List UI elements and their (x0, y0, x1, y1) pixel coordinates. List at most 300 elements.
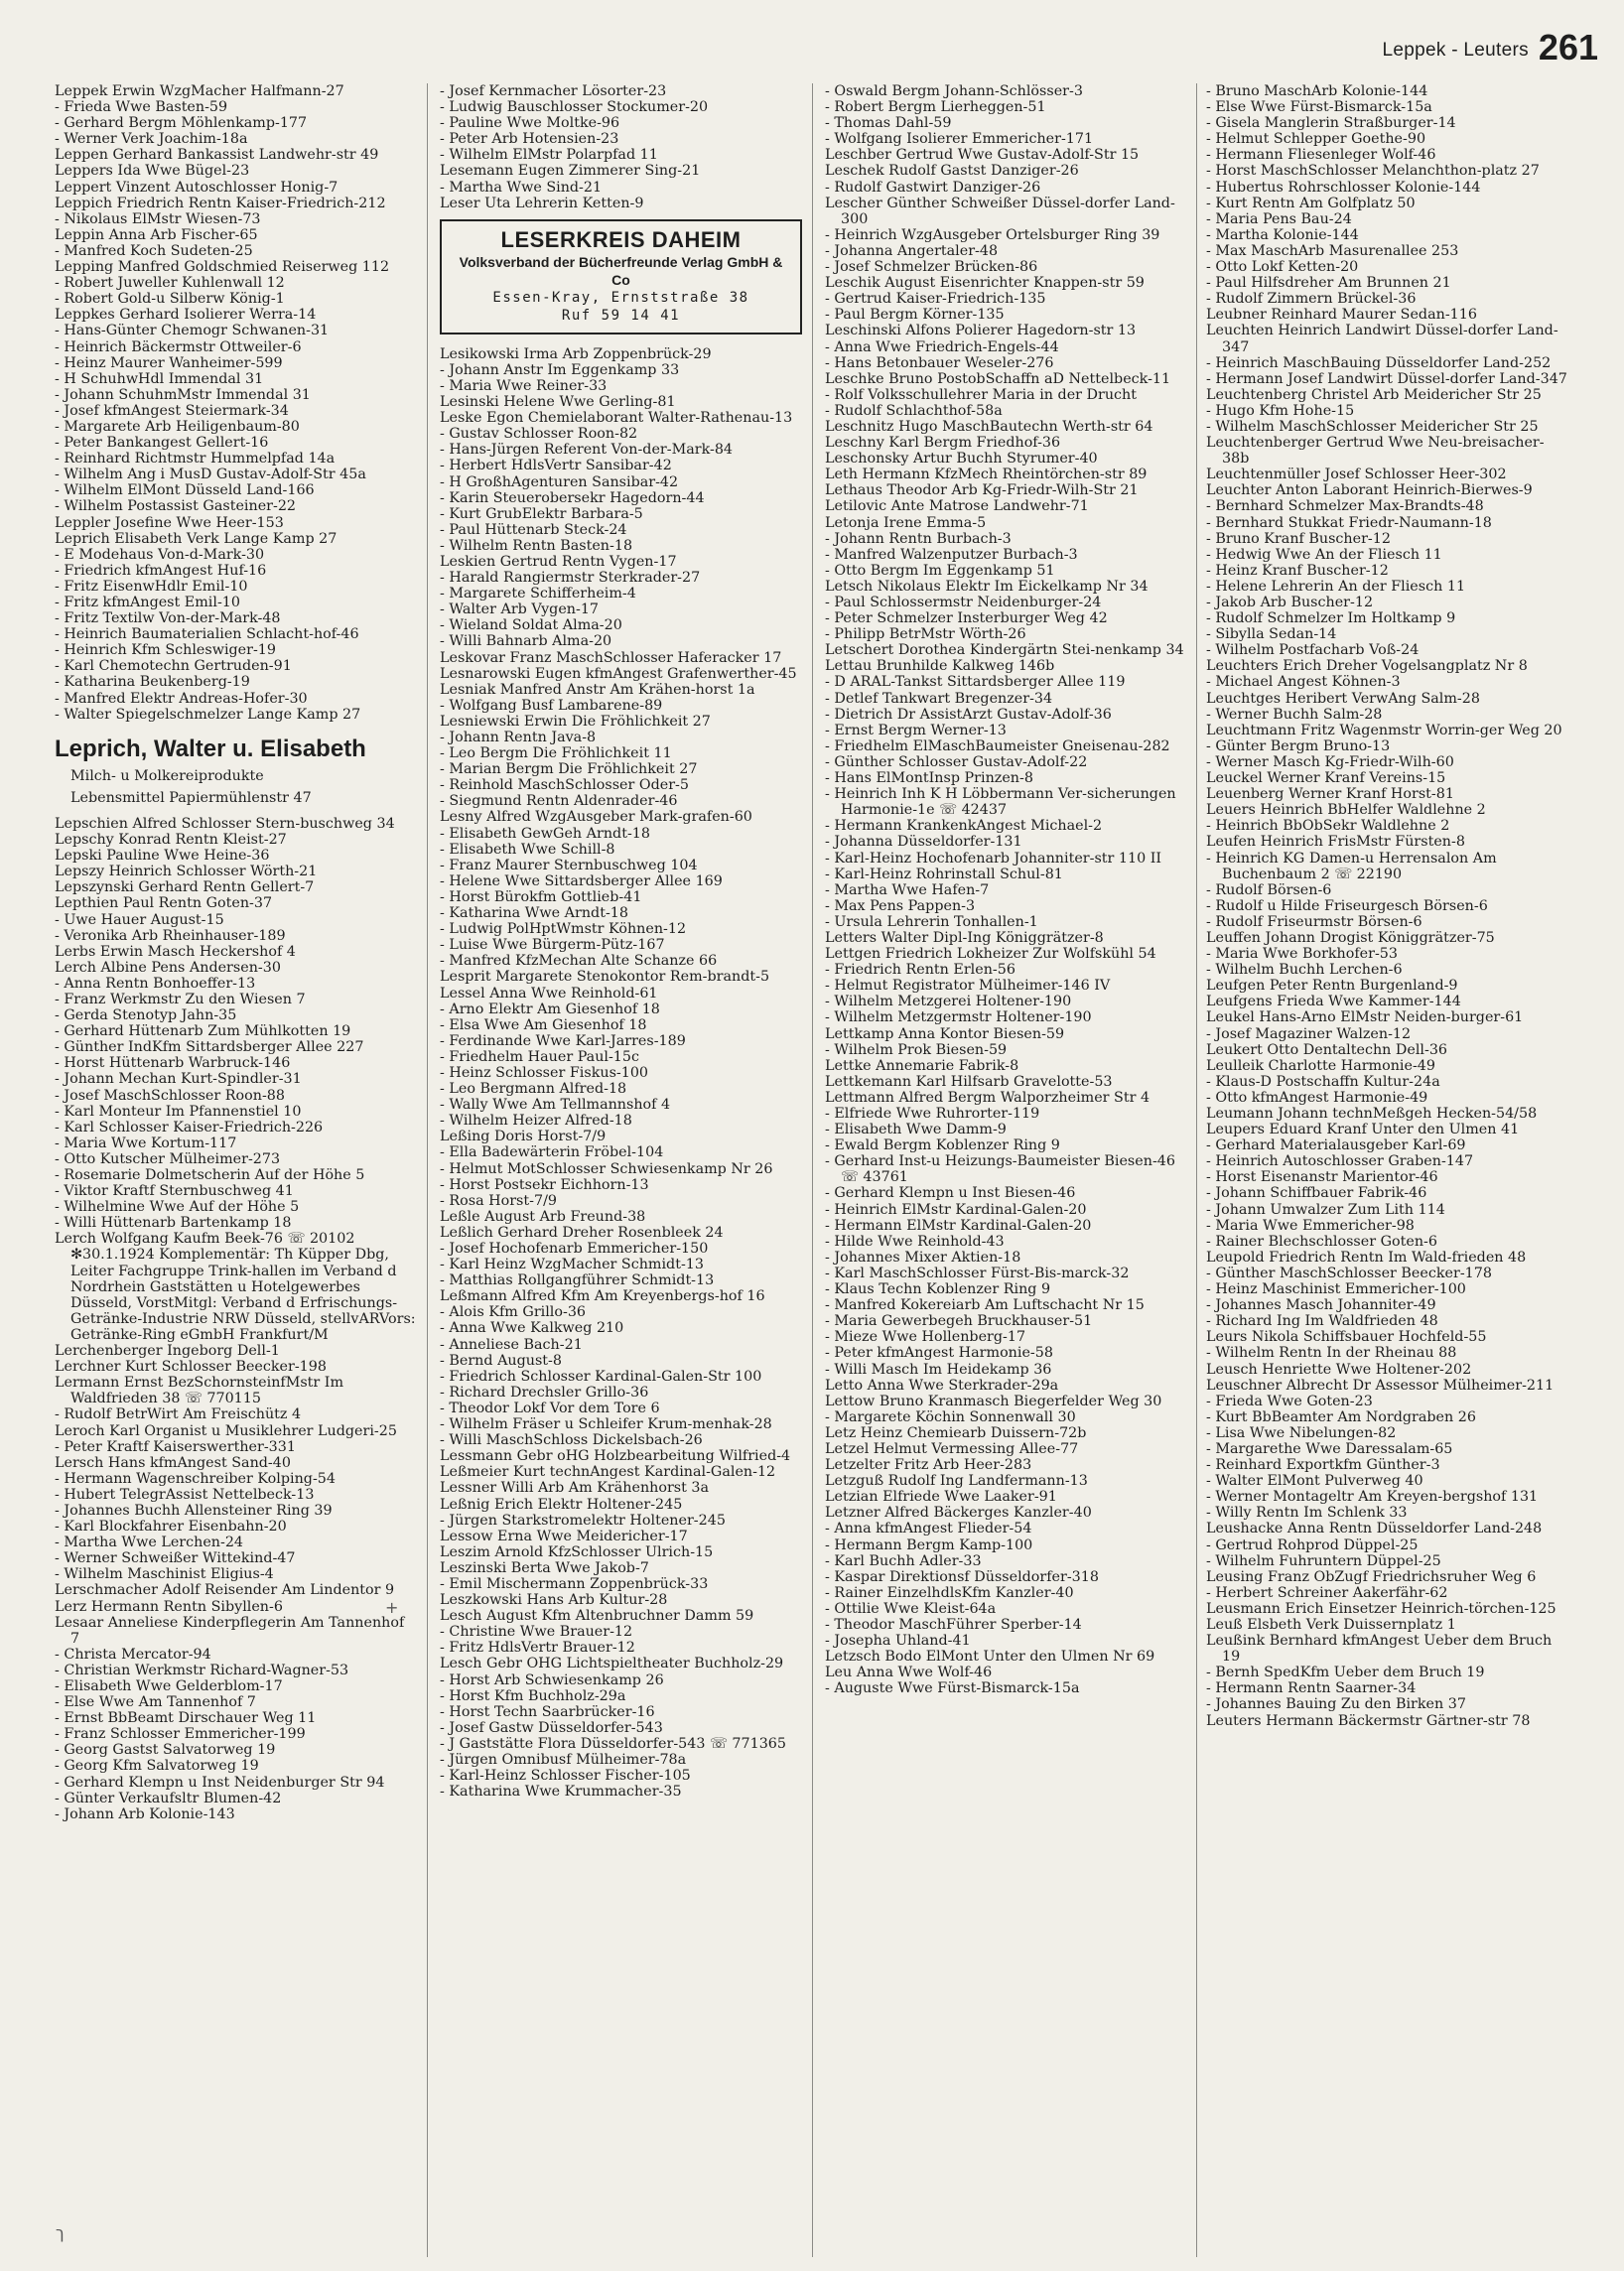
directory-entry: Leßmeier Kurt technAngest Kardinal-Galen-12 (440, 1464, 776, 1481)
directory-entry: - Horst Hüttenarb Warbruck-146 (55, 1055, 291, 1072)
directory-entry: - Ella Badewärterin Fröbel-104 (440, 1144, 664, 1161)
directory-entry: Leu Anna Wwe Wolf-46 (825, 1665, 993, 1681)
directory-entry: Leuchtenberg Christel Arb Meidericher Str 25 (1206, 386, 1542, 403)
directory-entry: - Pauline Wwe Moltke-96 (440, 115, 620, 132)
directory-entry: - Fritz HdlsVertr Brauer-12 (440, 1640, 635, 1657)
directory-entry: - Gustav Schlosser Roon-82 (440, 426, 638, 443)
directory-entry: - Otto Kutscher Mülheimer-273 (55, 1150, 281, 1167)
highlight-line-1: Milch- u Molkereiprodukte (70, 767, 264, 784)
directory-entry: - Heinz Maschinist Emmericher-100 (1206, 1281, 1466, 1298)
directory-entry: - Gerhard Klempn u Inst Biesen-46 (825, 1185, 1076, 1202)
directory-entry: - Josef Magaziner Walzen-12 (1206, 1025, 1412, 1042)
directory-entry: Lepszynski Gerhard Rentn Gellert-7 (55, 879, 315, 896)
directory-entry: - Gerda Stenotyp Jahn-35 (55, 1007, 237, 1024)
directory-entry: - Maria Pens Bau-24 (1206, 210, 1352, 227)
highlight-name: Leprich, Walter u. Elisabeth (55, 735, 366, 762)
directory-entry: Leschonsky Artur Buchh Styrumer-40 (825, 451, 1098, 468)
directory-entry: - Friedrich Rentn Erlen-56 (825, 962, 1015, 979)
directory-entry: - Frieda Wwe Basten-59 (55, 99, 228, 116)
directory-entry: - Peter Bankangest Gellert-16 (55, 435, 269, 452)
directory-entry: Leukert Otto Dentaltechn Dell-36 (1206, 1041, 1448, 1058)
directory-entry: - Johann Schiffbauer Fabrik-46 (1206, 1185, 1427, 1202)
directory-entry: - Paul Schlossermstr Neidenburger-24 (825, 595, 1102, 610)
directory-entry: Leubner Reinhard Maurer Sedan-116 (1206, 307, 1477, 324)
directory-entry: Leufen Heinrich FrisMstr Fürsten-8 (1206, 834, 1465, 851)
directory-entry: - Johannes Mixer Aktien-18 (825, 1249, 1021, 1266)
directory-entry: Leszinski Berta Wwe Jakob-7 (440, 1559, 649, 1576)
directory-entry: Lessmann Gebr oHG Holzbearbeitung Wilfried-4 (440, 1448, 791, 1465)
entry-list-3 (825, 83, 1187, 1696)
page-number: 261 (1538, 27, 1598, 67)
directory-entry: - Herbert Schreiner Aakerfähr-62 (1206, 1584, 1448, 1601)
directory-entry: - Johann Rentn Burbach-3 (825, 530, 1012, 547)
running-head: Leppek - Leuters (1382, 40, 1529, 61)
directory-entry: Leser Uta Lehrerin Ketten-9 (440, 195, 644, 211)
directory-entry: Lesinski Helene Wwe Gerling-81 (440, 394, 676, 411)
directory-entry: - Hans ElMontInsp Prinzen-8 (825, 770, 1033, 787)
directory-entry: Lerz Hermann Rentn Sibyllen-6 (55, 1598, 283, 1615)
ad-address: Essen-Kray, Ernststraße 38 (492, 289, 749, 306)
directory-entry: - Martha Wwe Sind-21 (440, 179, 603, 196)
directory-entry: - Ludwig Bauschlosser Stockumer-20 (440, 99, 709, 116)
directory-entry: - Reinhold MaschSchlosser Oder-5 (440, 777, 689, 794)
directory-entry: - Jürgen Omnibusf Mülheimer-78a (440, 1752, 687, 1768)
directory-entry: - Heinrich Baumaterialien Schlacht-hof-46 (55, 626, 359, 643)
directory-entry: - Heinz Schlosser Fiskus-100 (440, 1064, 649, 1081)
directory-entry: - Heinrich KG Damen-u Herrensalon Am Buchenbaum 2 ☏ 22190 (1206, 850, 1497, 882)
directory-entry: - Horst Arb Schwiesenkamp 26 (440, 1671, 664, 1688)
directory-entry: - Thomas Dahl-59 (825, 115, 952, 132)
directory-entry: Lescher Günther Schweißer Düssel-dorfer Land-300 (825, 195, 1175, 227)
directory-entry: - Hermann Rentn Saarner-34 (1206, 1680, 1417, 1697)
directory-entry: Leupers Eduard Kranf Unter den Ulmen 41 (1206, 1122, 1520, 1138)
directory-entry: - Hans Betonbauer Weseler-276 (825, 354, 1054, 371)
directory-entry: - Otto kfmAngest Harmonie-49 (1206, 1089, 1428, 1106)
directory-entry: - Else Wwe Fürst-Bismarck-15a (1206, 99, 1432, 116)
directory-entry: - Peter Arb Hotensien-23 (440, 131, 619, 148)
directory-entry: Leßle August Arb Freund-38 (440, 1208, 646, 1225)
directory-entry: - Wilhelm MaschSchlosser Meidericher Str 25 (1206, 418, 1539, 435)
directory-entry: - Johann Rentn Java-8 (440, 730, 597, 745)
directory-entry: - Werner Schweißer Wittekind-47 (55, 1550, 296, 1567)
directory-entry: Lettkemann Karl Hilfsarb Gravelotte-53 (825, 1073, 1113, 1090)
directory-entry: Lesemann Eugen Zimmerer Sing-21 (440, 163, 701, 180)
directory-entry: Lettau Brunhilde Kalkweg 146b (825, 658, 1055, 675)
directory-entry: - Manfred Kokereiarb Am Luftschacht Nr 15 (825, 1297, 1145, 1314)
directory-entry: Leppler Josefine Wwe Heer-153 (55, 514, 284, 531)
directory-entry: - Alois Kfm Grillo-36 (440, 1304, 587, 1321)
directory-entry: Lesnarowski Eugen kfmAngest Grafenwerther-45 (440, 665, 797, 682)
directory-entry: - Fritz kfmAngest Emil-10 (55, 595, 240, 610)
directory-entry: - Günther Schlosser Gustav-Adolf-22 (825, 753, 1088, 770)
directory-entry: - Gerhard Materialausgeber Karl-69 (1206, 1137, 1466, 1154)
directory-entry: - Heinrich Inh K H Löbbermann Ver-sicherungen Harmonie-1e ☏ 42437 (825, 786, 1176, 819)
directory-entry: - Heinrich Autoschlosser Graben-147 (1206, 1153, 1474, 1170)
directory-entry: Leushacke Anna Rentn Düsseldorfer Land-248 (1206, 1521, 1543, 1537)
directory-entry: - Johannes Masch Johanniter-49 (1206, 1297, 1436, 1314)
directory-entry: - Christa Mercator-94 (55, 1646, 211, 1663)
directory-entry: Letters Walter Dipl-Ing Königgrätzer-8 (825, 929, 1104, 946)
directory-entry: - Peter Schmelzer Insterburger Weg 42 (825, 610, 1108, 627)
directory-entry: Leuchtges Heribert VerwAng Salm-28 (1206, 690, 1480, 707)
directory-entry: - Nikolaus ElMstr Wiesen-73 (55, 210, 261, 227)
directory-entry: - Wilhelm Postassist Gasteiner-22 (55, 498, 297, 515)
directory-entry: Lepthien Paul Rentn Goten-37 (55, 895, 273, 912)
directory-entry: - Heinz Maurer Wanheimer-599 (55, 354, 283, 371)
directory-entry: Lepschy Konrad Rentn Kleist-27 (55, 832, 287, 849)
directory-entry: - Manfred Walzenputzer Burbach-3 (825, 546, 1078, 563)
directory-entry: Leschek Rudolf Gastst Danziger-26 (825, 163, 1079, 180)
directory-entry: Lerchner Kurt Schlosser Beecker-198 (55, 1359, 327, 1376)
directory-entry: - Sibylla Sedan-14 (1206, 626, 1337, 643)
directory-entry: - Luise Wwe Bürgerm-Pütz-167 (440, 937, 665, 954)
directory-entry: Lerchenberger Ingeborg Dell-1 (55, 1343, 280, 1360)
directory-entry: - Matthias Rollgangführer Schmidt-13 (440, 1272, 715, 1289)
directory-entry: - Christine Wwe Brauer-12 (440, 1624, 633, 1641)
directory-entry: - Reinhard Exportkfm Günther-3 (1206, 1457, 1440, 1474)
directory-entry: - Rudolf Schmelzer Im Holtkamp 9 (1206, 610, 1456, 627)
directory-entry: - Elisabeth Wwe Gelderblom-17 (55, 1678, 283, 1694)
directory-entry: - Wilhelm ElMont Düsseld Land-166 (55, 482, 315, 499)
directory-entry: - Karl-Heinz Rohrinstall Schul-81 (825, 866, 1063, 882)
directory-entry: Leppich Friedrich Rentn Kaiser-Friedrich-212 (55, 195, 386, 211)
ad-subtitle: Volksverband der Bücherfreunde Verlag GmbH & Co (459, 253, 783, 288)
directory-entry: Leschber Gertrud Wwe Gustav-Adolf-Str 15 (825, 147, 1140, 164)
directory-entry: - Rudolf Friseurmstr Börsen-6 (1206, 913, 1422, 930)
directory-entry: - Bernh SpedKfm Ueber dem Bruch 19 (1206, 1665, 1485, 1681)
directory-entry: - Günter Verkaufsltr Blumen-42 (55, 1790, 282, 1806)
directory-entry: - Heinrich MaschBauing Düsseldorfer Land-252 (1206, 354, 1552, 371)
directory-entry: - Ernst BbBeamt Dirschauer Weg 11 (55, 1710, 317, 1727)
directory-entry: Lettkamp Anna Kontor Biesen-59 (825, 1025, 1065, 1042)
directory-entry: - Bernhard Schmelzer Max-Brandts-48 (1206, 498, 1484, 515)
directory-entry: - Wilhelm Metzgerei Holtener-190 (825, 994, 1072, 1010)
directory-entry: - Hermann ElMstr Kardinal-Galen-20 (825, 1217, 1092, 1234)
directory-entry: - Gerhard Hüttenarb Zum Mühlkotten 19 (55, 1023, 351, 1040)
directory-entry: Lesny Alfred WzgAusgeber Mark-grafen-60 (440, 809, 752, 826)
directory-entry: - Willi Hüttenarb Bartenkamp 18 (55, 1215, 292, 1232)
directory-entry: - Anna Rentn Bonhoeffer-13 (55, 975, 256, 992)
directory-entry: - Horst Techn Saarbrücker-16 (440, 1703, 655, 1720)
directory-entry: - Christian Werkmstr Richard-Wagner-53 (55, 1662, 349, 1678)
directory-entry: - Else Wwe Am Tannenhof 7 (55, 1694, 256, 1711)
directory-entry: - Heinrich BbObSekr Waldlehne 2 (1206, 818, 1450, 835)
directory-entry: - Johann Mechan Kurt-Spindler-31 (55, 1071, 302, 1088)
directory-entry: - Josef Schmelzer Brücken-86 (825, 259, 1038, 276)
directory-entry: - Bruno MaschArb Kolonie-144 (1206, 83, 1428, 99)
directory-entry: Leupold Friedrich Rentn Im Wald-frieden 48 (1206, 1249, 1527, 1266)
directory-entry: - Karl Buchh Adler-33 (825, 1552, 982, 1569)
directory-entry: Lepping Manfred Goldschmied Reiserweg 112 (55, 259, 390, 276)
directory-entry: Letzelter Fritz Arb Heer-283 (825, 1457, 1032, 1474)
directory-entry: - Rainer Blechschlosser Goten-6 (1206, 1233, 1437, 1250)
directory-entry: - Georg Gastst Salvatorweg 19 (55, 1742, 276, 1759)
directory-entry: - Helene Lehrerin An der Fliesch 11 (1206, 578, 1466, 595)
directory-entry: - Johann Umwalzer Zum Lith 114 (1206, 1201, 1445, 1218)
directory-entry: Lerch Albine Pens Andersen-30 (55, 959, 281, 976)
directory-entry: Letilovic Ante Matrose Landwehr-71 (825, 498, 1089, 515)
advertisement-box (440, 219, 802, 334)
entry-list-4 (1206, 83, 1568, 1729)
directory-entry: - Helene Wwe Sittardsberger Allee 169 (440, 872, 723, 889)
directory-entry: Letonja Irene Emma-5 (825, 514, 987, 531)
directory-entry: - Wieland Soldat Alma-20 (440, 617, 622, 634)
directory-entry: - Richard Ing Im Waldfrieden 48 (1206, 1313, 1438, 1330)
directory-entry: - Maria Wwe Borkhofer-53 (1206, 946, 1398, 963)
directory-entry: Leschny Karl Bergm Friedhof-36 (825, 435, 1061, 452)
directory-entry: Lesch August Kfm Altenbruchner Damm 59 (440, 1608, 754, 1625)
directory-entry: Lessow Erna Wwe Meidericher-17 (440, 1528, 688, 1544)
directory-entry: - Hermann Fliesenleger Wolf-46 (1206, 147, 1436, 164)
directory-entry: - Johann SchuhmMstr Immendal 31 (55, 386, 311, 403)
column-3 (825, 83, 1187, 2257)
directory-entry: Letzsch Bodo ElMont Unter den Ulmen Nr 69 (825, 1649, 1155, 1666)
directory-entry: Lepschien Alfred Schlosser Stern-buschweg 34 (55, 815, 395, 832)
directory-entry: - Wilhelm Metzgermstr Holtener-190 (825, 1009, 1092, 1026)
directory-entry: Leßnig Erich Elektr Holtener-245 (440, 1496, 683, 1513)
directory-entry: Leschke Bruno PostobSchaffn aD Nettelbeck-11 (825, 370, 1171, 387)
directory-entry: - Jakob Arb Buscher-12 (1206, 595, 1374, 610)
directory-entry: Leuckel Werner Kranf Vereins-15 (1206, 770, 1446, 787)
directory-entry: - Wilhelm Heizer Alfred-18 (440, 1113, 632, 1130)
directory-entry: Leppen Gerhard Bankassist Landwehr-str 49 (55, 147, 379, 164)
directory-entry: - Paul Hilfsdreher Am Brunnen 21 (1206, 275, 1451, 292)
directory-entry: - Rosemarie Dolmetscherin Auf der Höhe 5 (55, 1167, 365, 1183)
directory-entry: Leuchten Heinrich Landwirt Düssel-dorfer Land-347 (1206, 323, 1558, 355)
directory-entry: - Leo Bergmann Alfred-18 (440, 1081, 627, 1098)
directory-entry: - Siegmund Rentn Aldenrader-46 (440, 793, 678, 810)
directory-entry: Leuenberg Werner Kranf Horst-81 (1206, 786, 1454, 803)
directory-entry: - Philipp BetrMstr Wörth-26 (825, 626, 1026, 643)
directory-entry: Lesikowski Irma Arb Zoppenbrück-29 (440, 345, 712, 362)
directory-entry: - Wolfgang Isolierer Emmericher-171 (825, 131, 1094, 148)
directory-entry: Letz Heinz Chemiearb Duissern-72b (825, 1424, 1087, 1441)
directory-entry: - Rainer EinzelhdlsKfm Kanzler-40 (825, 1584, 1074, 1601)
entry-list-2a (440, 83, 802, 211)
directory-entry: - Robert Juweller Kuhlenwall 12 (55, 275, 285, 292)
directory-entry: - Horst Kfm Buchholz-29a (440, 1687, 626, 1704)
column-4 (1206, 83, 1568, 2257)
directory-entry: - H GroßhAgenturen Sansibar-42 (440, 473, 679, 490)
directory-entry: - Reinhard Richtmstr Hummelpfad 14a (55, 451, 336, 468)
directory-entry: - Hubert TelegrAssist Nettelbeck-13 (55, 1486, 315, 1503)
directory-entry: - Robert Bergm Lierheggen-51 (825, 99, 1046, 116)
directory-entry: Letzian Elfriede Wwe Laaker-91 (825, 1489, 1057, 1506)
directory-entry: - Walter Spiegelschmelzer Lange Kamp 27 (55, 706, 361, 723)
directory-entry: Leurs Nikola Schiffsbauer Hochfeld-55 (1206, 1329, 1487, 1346)
directory-entry: - Robert Gold-u Silberw König-1 (55, 291, 285, 308)
directory-entry: - Theodor Lokf Vor dem Tore 6 (440, 1400, 660, 1416)
directory-entry: - Johanna Angertaler-48 (825, 242, 999, 259)
directory-entry: - Katharina Beukenberg-19 (55, 674, 250, 691)
directory-entry: - Maria Gewerbegeh Bruckhauser-51 (825, 1313, 1093, 1330)
directory-entry: - Josef Gastw Düsseldorfer-543 (440, 1719, 663, 1736)
directory-entry: - Lisa Wwe Nibelungen-82 (1206, 1424, 1397, 1441)
directory-entry: - Peter Kraftf Kaiserswerther-331 (55, 1438, 296, 1455)
directory-entry: Letsch Nikolaus Elektr Im Eickelkamp Nr 34 (825, 578, 1149, 595)
directory-entry: - Margarethe Wwe Daressalam-65 (1206, 1440, 1453, 1457)
directory-entry: - Karl-Heinz Schlosser Fischer-105 (440, 1768, 691, 1785)
directory-entry: - Josef kfmAngest Steiermark-34 (55, 402, 289, 419)
directory-entry: Leppek Erwin WzgMacher Halfmann-27 (55, 83, 344, 99)
directory-entry: - Karl-Heinz Hochofenarb Johanniter-str 110 II (825, 850, 1162, 867)
directory-entry: - Veronika Arb Rheinhauser-189 (55, 927, 286, 944)
directory-entry: Lettke Annemarie Fabrik-8 (825, 1057, 1019, 1074)
directory-entry: Leusmann Erich Einsetzer Heinrich-törchen-125 (1206, 1600, 1556, 1617)
directory-entry: - Paul Bergm Körner-135 (825, 307, 1005, 324)
directory-entry: - Wilhelm Rentn In der Rheinau 88 (1206, 1345, 1457, 1362)
directory-entry: - Hermann KrankenkAngest Michael-2 (825, 818, 1103, 835)
directory-entry: - Günther MaschSchlosser Beecker-178 (1206, 1265, 1492, 1281)
directory-entry: Leprich Elisabeth Verk Lange Kamp 27 (55, 530, 338, 547)
directory-entry: - Ottilie Wwe Kleist-64a (825, 1600, 997, 1617)
highlight-line-2: Lebensmittel Papiermühlenstr 47 (70, 789, 312, 806)
directory-entry: - Wolfgang Busf Lambarene-89 (440, 697, 663, 714)
directory-entry: - Fritz EisenwHdlr Emil-10 (55, 578, 248, 595)
directory-entry: - Bernd August-8 (440, 1352, 562, 1369)
directory-entry: Lettow Bruno Kranmasch Biegerfelder Weg 30 (825, 1393, 1162, 1409)
directory-entry: - Otto Lokf Ketten-20 (1206, 259, 1359, 276)
directory-entry: - Horst Postsekr Eichhorn-13 (440, 1176, 649, 1193)
directory-entry: - Anna kfmAngest Flieder-54 (825, 1521, 1032, 1537)
directory-columns (55, 83, 1593, 2257)
directory-entry: - Theodor MaschFührer Sperber-14 (825, 1617, 1082, 1633)
directory-entry: - Katharina Wwe Arndt-18 (440, 905, 628, 922)
directory-entry: - Willi Masch Im Heidekamp 36 (825, 1361, 1052, 1378)
directory-entry: - Hubertus Rohrschlosser Kolonie-144 (1206, 179, 1481, 196)
directory-entry: - Helmut MotSchlosser Schwiesenkamp Nr 26 (440, 1160, 773, 1177)
directory-entry: - Gertrud Kaiser-Friedrich-135 (825, 291, 1046, 308)
directory-entry: - Oswald Bergm Johann-Schlösser-3 (825, 83, 1083, 99)
directory-entry: - Johannes Buchh Allensteiner Ring 39 (55, 1502, 333, 1519)
directory-entry: - Josef Hochofenarb Emmericher-150 (440, 1241, 709, 1257)
directory-entry: - Richard Drechsler Grillo-36 (440, 1384, 649, 1401)
directory-entry: - Heinrich ElMstr Kardinal-Galen-20 (825, 1201, 1087, 1218)
directory-entry: - Günter Bergm Bruno-13 (1206, 737, 1391, 754)
directory-entry: Leskien Gertrud Rentn Vygen-17 (440, 553, 677, 570)
directory-entry: - Rosa Horst-7/9 (440, 1192, 557, 1209)
directory-entry: - Margarete Köchin Sonnenwall 30 (825, 1408, 1076, 1425)
directory-entry: - Heinrich Kfm Schleswiger-19 (55, 642, 276, 659)
directory-entry: Leuchters Erich Dreher Vogelsangplatz Nr 8 (1206, 658, 1528, 675)
entry-list-1b (55, 816, 417, 1822)
directory-entry: - Karin Steuerobersekr Hagedorn-44 (440, 489, 705, 506)
directory-entry: Leuchtmann Fritz Wagenmstr Worrin-ger Weg 20 (1206, 722, 1562, 738)
directory-entry: - Wilhelm Maschinist Eligius-4 (55, 1566, 274, 1583)
directory-entry: - Maria Wwe Kortum-117 (55, 1135, 237, 1151)
directory-entry: - Anneliese Bach-21 (440, 1336, 583, 1353)
directory-entry: Leske Egon Chemielaborant Walter-Rathenau-13 (440, 410, 793, 427)
directory-entry: Leufgens Frieda Wwe Kammer-144 (1206, 994, 1461, 1010)
directory-entry: - Ewald Bergm Koblenzer Ring 9 (825, 1137, 1060, 1154)
directory-entry: - Elsa Wwe Am Giesenhof 18 (440, 1016, 647, 1033)
directory-entry: Leschik August Eisenrichter Knappen-str 59 (825, 275, 1145, 292)
directory-entry: - Martha Kolonie-144 (1206, 226, 1359, 243)
directory-entry: - Kurt GrubElektr Barbara-5 (440, 505, 643, 522)
directory-entry: Leußink Bernhard kfmAngest Ueber dem Bruch 19 (1206, 1633, 1553, 1666)
directory-entry: Letzel Helmut Vermessing Allee-77 (825, 1440, 1079, 1457)
directory-entry: - Hermann Josef Landwirt Düssel-dorfer Land-347 (1206, 370, 1567, 387)
column-1 (55, 83, 417, 2257)
directory-entry: - Harald Rangiermstr Sterkrader-27 (440, 570, 701, 587)
directory-entry: - Karl Heinz WzgMacher Schmidt-13 (440, 1257, 704, 1273)
directory-entry: - Uwe Hauer August-15 (55, 911, 224, 928)
directory-entry: Leschinski Alfons Polierer Hagedorn-str 13 (825, 323, 1137, 339)
directory-entry: Lettgen Friedrich Lokheizer Zur Wolfskühl 54 (825, 946, 1156, 963)
directory-entry: - Johann Anstr Im Eggenkamp 33 (440, 361, 680, 378)
directory-entry: - J Gaststätte Flora Düsseldorfer-543 ☏ 771365 (440, 1735, 787, 1752)
directory-entry: - Walter ElMont Pulverweg 40 (1206, 1473, 1423, 1490)
directory-entry: - Werner Buchh Salm-28 (1206, 706, 1383, 723)
directory-entry: Leschnitz Hugo MaschBautechn Werth-str 64 (825, 418, 1153, 435)
directory-entry: - Gisela Manglerin Straßburger-14 (1206, 115, 1456, 132)
directory-entry: Letschert Dorothea Kindergärtn Stei-nenkamp 34 (825, 642, 1184, 659)
directory-entry: - Heinz Kranf Buscher-12 (1206, 562, 1389, 579)
directory-entry: - Detlef Tankwart Bregenzer-34 (825, 690, 1053, 707)
directory-entry: - Wilhelmine Wwe Auf der Höhe 5 (55, 1199, 300, 1216)
directory-entry: Leßlich Gerhard Dreher Rosenbleek 24 (440, 1224, 724, 1241)
directory-entry: - Franz Schlosser Emmericher-199 (55, 1726, 306, 1743)
directory-entry: Leßmann Alfred Kfm Am Kreyenbergs-hof 16 (440, 1288, 765, 1305)
directory-entry: - Viktor Kraftf Sternbuschweg 41 (55, 1183, 294, 1200)
entry-list-1a (55, 83, 417, 723)
directory-entry: - Horst MaschSchlosser Melanchthon-platz 27 (1206, 163, 1540, 180)
directory-entry: Letto Anna Wwe Sterkrader-29a (825, 1377, 1059, 1394)
directory-entry: Leuers Heinrich BbHelfer Waldlehne 2 (1206, 802, 1486, 819)
directory-entry: Lersch Hans kfmAngest Sand-40 (55, 1454, 291, 1471)
directory-entry: - Rudolf Schlachthof-58a (825, 402, 1003, 419)
column-2 (440, 83, 802, 2257)
directory-entry: Lepski Pauline Wwe Heine-36 (55, 848, 270, 865)
directory-entry: - Anna Wwe Kalkweg 210 (440, 1320, 624, 1337)
directory-entry: Leumann Johann technMeßgeh Hecken-54/58 (1206, 1106, 1538, 1122)
directory-entry: - Gertrud Rohprod Düppel-25 (1206, 1536, 1419, 1553)
directory-entry: Lettmann Alfred Bergm Walporzheimer Str 4 (825, 1089, 1150, 1106)
directory-entry: Lesprit Margarete Stenokontor Rem-brandt-5 (440, 969, 770, 986)
directory-entry: Leszkowski Hans Arb Kultur-28 (440, 1592, 668, 1609)
directory-entry: - Otto Bergm Im Eggenkamp 51 (825, 562, 1055, 579)
directory-entry: Leszim Arnold KfzSchlosser Ulrich-15 (440, 1543, 714, 1560)
directory-entry: - Manfred Koch Sudeten-25 (55, 242, 253, 259)
directory-entry: - Georg Kfm Salvatorweg 19 (55, 1758, 259, 1775)
directory-entry: - Hedwig Wwe An der Fliesch 11 (1206, 546, 1442, 563)
directory-entry: - Rudolf Gastwirt Danziger-26 (825, 179, 1041, 196)
directory-entry: - Günther IndKfm Sittardsberger Allee 227 (55, 1039, 364, 1056)
directory-entry: - Frieda Wwe Goten-23 (1206, 1393, 1373, 1409)
directory-entry: Lerschmacher Adolf Reisender Am Lindentor 9 (55, 1582, 395, 1599)
directory-entry: - Rudolf u Hilde Friseurgesch Börsen-6 (1206, 897, 1488, 914)
directory-entry: - Johannes Bauing Zu den Birken 37 (1206, 1696, 1466, 1713)
directory-entry: - Elisabeth Wwe Damm-9 (825, 1122, 1007, 1138)
directory-entry: Lermann Ernst BezSchornsteinfMstr Im Waldfrieden 38 ☏ 770115 (55, 1375, 344, 1407)
directory-entry: Leusing Franz ObZugf Friedrichsruher Weg 6 (1206, 1568, 1537, 1585)
directory-entry: - Maria Wwe Reiner-33 (440, 377, 608, 394)
directory-entry: - Auguste Wwe Fürst-Bismarck-15a (825, 1680, 1080, 1697)
directory-entry: - E Modehaus Von-d-Mark-30 (55, 546, 265, 563)
directory-entry: - Josef MaschSchlosser Roon-88 (55, 1087, 285, 1104)
directory-entry: - Josef Kernmacher Lösorter-23 (440, 83, 667, 99)
directory-entry: Leufgen Peter Rentn Burgenland-9 (1206, 978, 1458, 995)
directory-entry: - Josepha Uhland-41 (825, 1633, 971, 1650)
directory-entry: - Wilhelm Rentn Basten-18 (440, 537, 633, 554)
directory-entry: Lethaus Theodor Arb Kg-Friedr-Wilh-Str 21 (825, 482, 1139, 499)
directory-entry: - Hermann Bergm Kamp-100 (825, 1536, 1033, 1553)
directory-entry: - Gerhard Inst-u Heizungs-Baumeister Biesen-46 ☏ 43761 (825, 1153, 1175, 1186)
directory-entry: - Walter Arb Vygen-17 (440, 601, 600, 618)
directory-entry: Leuffen Johann Drogist Königgrätzer-75 (1206, 929, 1495, 946)
directory-entry: - Helmut Registrator Mülheimer-146 IV (825, 978, 1111, 995)
directory-entry: - Max Pens Pappen-3 (825, 897, 976, 914)
